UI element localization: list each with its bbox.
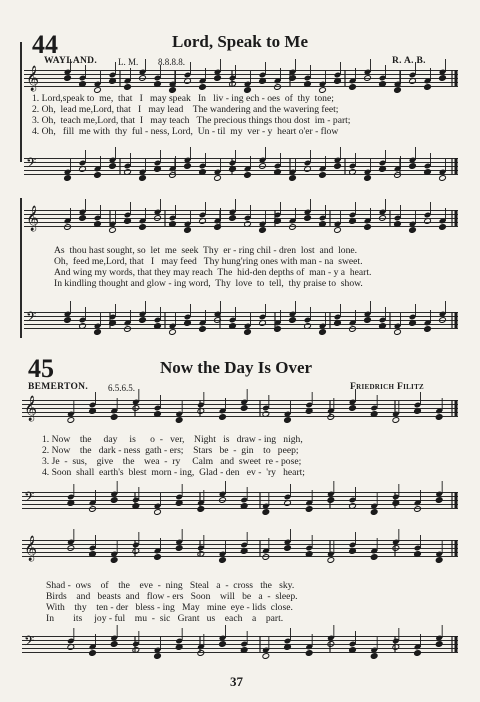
composer: Friedrich Filitz — [350, 382, 425, 392]
hymn-title: Lord, Speak to Me — [172, 32, 308, 51]
hymn-title: Now the Day Is Over — [160, 358, 313, 377]
verse-line: 1. Now the day is o - ver, Night is draw - ing nigh, — [42, 434, 303, 445]
svg-text:𝄞: 𝄞 — [24, 396, 38, 421]
verse-line: Birds and beasts and flow - ers Soon will be a - sleep. — [46, 591, 298, 602]
verse-line: 3. Oh, teach me,Lord, that I may teach The precious things thou dost im - part; — [32, 115, 351, 126]
verse-line: In its joy - ful mu - sic Grant us each a part. — [46, 613, 284, 624]
verse-line: 1. Lord,speak to me, that I may speak In liv - ing ech - oes of thy tone; — [32, 93, 334, 104]
hymn-number: 44 — [32, 30, 58, 59]
verse-line: 4. Oh, fill me with thy ful - ness, Lord, Un - til my ver - y heart o'er - flow — [32, 126, 339, 137]
verse-line: 3. Je - sus, give the wea - ry Calm and sweet re - pose; — [42, 456, 302, 467]
page-number: 37 — [230, 674, 243, 689]
verse-line: Shad - ows of the eve - ning Steal a - cross the sky. — [46, 580, 295, 591]
svg-text:𝄢: 𝄢 — [26, 155, 37, 174]
meter: L. M. — [118, 57, 139, 67]
tune-name: WAYLAND. — [44, 56, 97, 66]
verse-line: And wing my words, that they may reach The hid-den depths of man - y a heart. — [54, 267, 372, 278]
verse-line: In kindling thought and glow - ing word, Thy love to tell, thy praise to show. — [54, 278, 363, 289]
verse-line: 4. Soon shall earth's blest morn - ing, Glad - den ev - 'ry heart; — [42, 467, 305, 478]
svg-text:𝄢: 𝄢 — [26, 309, 37, 328]
svg-text:𝄢: 𝄢 — [24, 633, 35, 652]
svg-text:𝄞: 𝄞 — [26, 206, 40, 231]
syllable-count: 8.8.8.8. — [158, 57, 185, 67]
verse-line: Oh, feed me,Lord, that I may feed Thy hung'ring ones with man - na sweet. — [54, 256, 363, 267]
svg-text:𝄞: 𝄞 — [24, 536, 38, 561]
verse-line: With thy ten - der bless - ing May mine eye - lids close. — [46, 602, 293, 613]
svg-text:𝄞: 𝄞 — [26, 66, 40, 91]
tune-name: BEMERTON. — [28, 382, 88, 392]
verse-line: 2. Oh, lead me,Lord, that I may lead The wandering and the wavering feet; — [32, 104, 339, 115]
meter: 6.5.6.5. — [108, 383, 135, 393]
composer: R. A. B. — [392, 56, 426, 66]
verse-line: As thou hast sought, so let me seek Thy er - ring chil - dren lost and lone. — [54, 245, 358, 256]
verse-line: 2. Now the dark - ness gath - ers; Stars be - gin to peep; — [42, 445, 299, 456]
hymn-number: 45 — [28, 354, 54, 383]
svg-text:𝄢: 𝄢 — [24, 489, 35, 508]
